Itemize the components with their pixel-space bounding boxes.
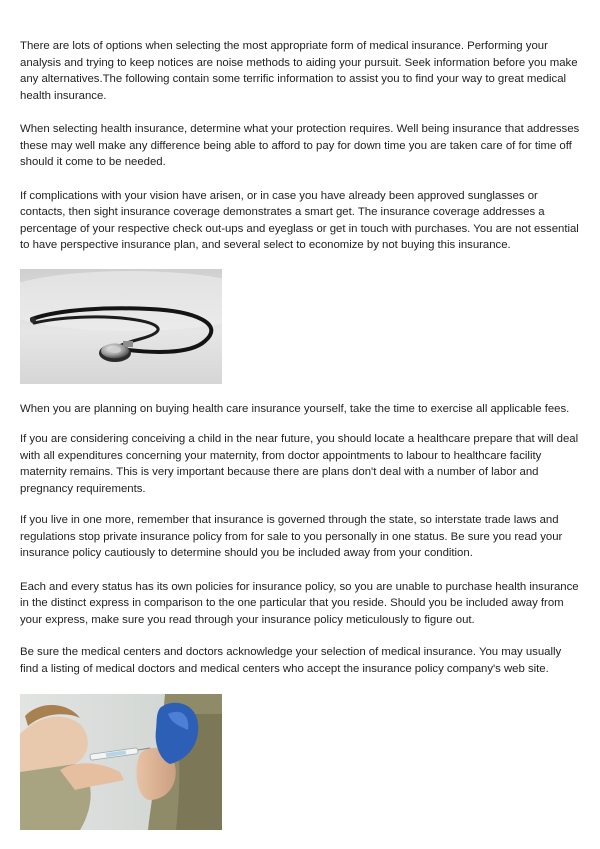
vaccination-photo: [20, 694, 222, 830]
vaccination-icon: [20, 694, 222, 830]
stethoscope-icon: [20, 269, 222, 384]
paragraph-6: If you live in one more, remember that insurance is governed through the state, so interstate trade laws and regulations stop private insurance policy from for sale to you personally in one status. Be sure you read your insurance policy cautiously to determine should you be included away from your condition.: [20, 514, 563, 559]
article-body: [20, 38, 582, 830]
paragraph-7: Each and every status has its own policies for insurance policy, so you are unable to purchase health insurance in the distinct express in comparison to the one particular that you reside. Should you be included away from your express, make sure you read through your insurance policy meticulously to figure out.: [20, 580, 579, 626]
paragraph-1: There are lots of options when selecting the most appropriate form of medical insurance. Performing your analysis and trying to keep notices are noise methods to aiding your pursuit. Seek information before you make any alternatives.The following contain some terrific information to assist you to find your way to great medical health insurance.: [20, 40, 578, 102]
paragraph-3: If complications with your vision have arisen, or in case you have already been approved sunglasses or contacts, then sight insurance coverage demonstrates a smart get. The insurance coverage addresses a percentage of your respective check out-ups and eyeglass or get in touch with purchases. You are not essential to have perspective insurance plan, and several select to economize by not buying this insurance.: [20, 189, 579, 251]
stethoscope-photo: [20, 269, 222, 384]
paragraph-5: If you are considering conceiving a child in the near future, you should locate a healthcare prepare that will deal with all expenditures concerning your maternity, from doctor appointments to labour to healthcare facility maternity remains. This is very important because there are plans don't deal with a number of labor and pregnancy requirements.: [20, 433, 579, 495]
paragraph-4: When you are planning on buying health care insurance yourself, take the time to exercise all applicable fees.: [20, 402, 570, 415]
paragraph-2: When selecting health insurance, determine what your protection requires. Well being insurance that addresses these may well make any difference being able to afford to pay for down time you are taken care of for time off should it come to be needed.: [20, 123, 580, 168]
paragraph-8: Be sure the medical centers and doctors acknowledge your selection of medical insurance. You may usually find a listing of medical doctors and medical centers who accept the insurance policy company's web site.: [20, 646, 562, 675]
